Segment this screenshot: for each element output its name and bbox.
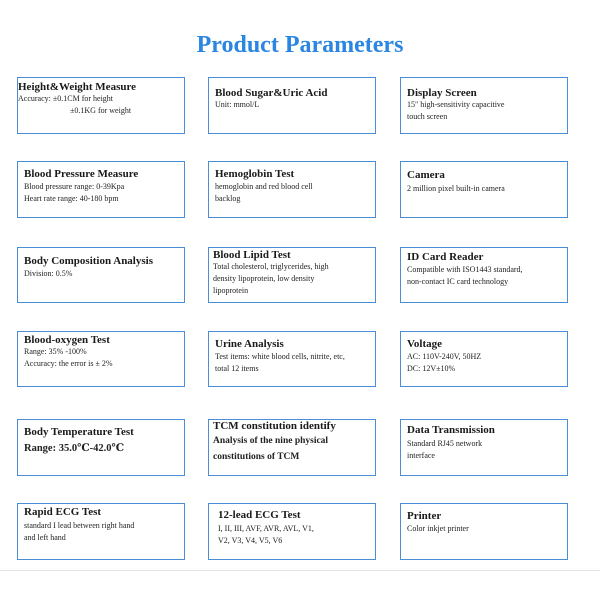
param-card-urine-analysis	[208, 331, 376, 387]
param-card-blood-oxygen	[17, 331, 185, 387]
card-line: Standard RJ45 network	[407, 439, 483, 448]
card-line: Blood pressure range: 0-39Kpa	[24, 182, 125, 191]
param-card-id-card-reader	[400, 247, 568, 303]
card-line: Total cholesterol, triglycerides, high	[213, 262, 329, 271]
card-line: ±0.1KG for weight	[70, 106, 132, 115]
card-line: Test items: white blood cells, nitrite, etc,	[215, 352, 345, 361]
param-card-12-lead-ecg	[208, 503, 376, 560]
param-card-blood-pressure	[17, 161, 185, 218]
card-title: Rapid ECG Test	[24, 506, 102, 518]
card-line: Color inkjet printer	[407, 524, 469, 533]
bottom-divider	[0, 570, 600, 571]
card-line: density lipoprotein, low density	[213, 274, 315, 283]
card-title: Printer	[407, 510, 442, 522]
card-title: Blood Lipid Test	[213, 249, 291, 261]
card-title: Voltage	[407, 338, 443, 350]
card-title: Blood Pressure Measure	[24, 168, 139, 180]
card-title: ID Card Reader	[407, 251, 484, 263]
param-card-tcm-constitution	[208, 419, 376, 476]
card-line: 2 million pixel built-in camera	[407, 184, 505, 193]
card-line: AC: 110V-240V, 50HZ	[407, 352, 482, 361]
card-title: Display Screen	[407, 87, 477, 99]
param-card-display-screen	[400, 77, 568, 134]
card-title: TCM constitution identify	[213, 420, 336, 432]
card-title: Body Composition Analysis	[24, 255, 153, 267]
card-title: Blood-oxygen Test	[24, 334, 110, 346]
card-title: Data Transmission	[407, 424, 495, 436]
card-line: interface	[407, 451, 435, 460]
param-card-voltage	[400, 331, 568, 387]
card-line: I, II, III, AVF, AVR, AVL, V1,	[218, 524, 314, 533]
card-title: Camera	[407, 169, 445, 181]
param-card-body-temperature	[17, 419, 185, 476]
card-title: Urine Analysis	[215, 338, 284, 350]
param-card-blood-lipid	[208, 247, 376, 303]
card-line: standard I lead between right hand	[24, 521, 135, 530]
card-title: Height&Weight Measure	[18, 81, 137, 93]
card-title: Body Temperature Test	[24, 426, 134, 438]
card-line: Accuracy: the error is ± 2%	[24, 359, 113, 368]
card-line: backlog	[215, 194, 241, 203]
param-card-rapid-ecg	[17, 503, 185, 560]
card-line: touch screen	[407, 112, 448, 121]
card-title: Blood Sugar&Uric Acid	[215, 87, 328, 99]
card-line: hemoglobin and red blood cell	[215, 182, 313, 191]
card-line: and left hand	[24, 533, 66, 542]
param-card-height-weight	[17, 77, 185, 134]
card-line: V2, V3, V4, V5, V6	[218, 536, 283, 545]
card-line: total 12 items	[215, 364, 259, 373]
param-card-body-composition	[17, 247, 185, 303]
card-line: constitutions of TCM	[213, 452, 300, 462]
card-line: 15" high-sensitivity capacitive	[407, 100, 505, 109]
card-line: non-contact IC card technology	[407, 277, 509, 286]
page-title: Product Parameters	[196, 32, 404, 58]
card-line: lipoprotein	[213, 286, 249, 295]
card-line: Range: 35.0℃-42.0℃	[24, 443, 125, 454]
card-line: Analysis of the nine physical	[213, 436, 329, 446]
param-card-camera	[400, 161, 568, 218]
card-title: 12-lead ECG Test	[218, 509, 301, 521]
card-line: Unit: mmol/L	[215, 100, 260, 109]
card-line: Compatible with ISO1443 standard,	[407, 265, 523, 274]
param-card-blood-sugar	[208, 77, 376, 134]
param-card-printer	[400, 503, 568, 560]
card-line: Range: 35% -100%	[24, 347, 87, 356]
card-line: Heart rate range: 40-180 bpm	[24, 194, 119, 203]
card-line: Accuracy: ±0.1CM for height	[18, 94, 114, 103]
param-card-data-transmission	[400, 419, 568, 476]
card-title: Hemoglobin Test	[215, 168, 295, 180]
param-card-hemoglobin	[208, 161, 376, 218]
card-line: DC: 12V±10%	[407, 364, 456, 373]
card-line: Division: 0.5%	[24, 269, 73, 278]
